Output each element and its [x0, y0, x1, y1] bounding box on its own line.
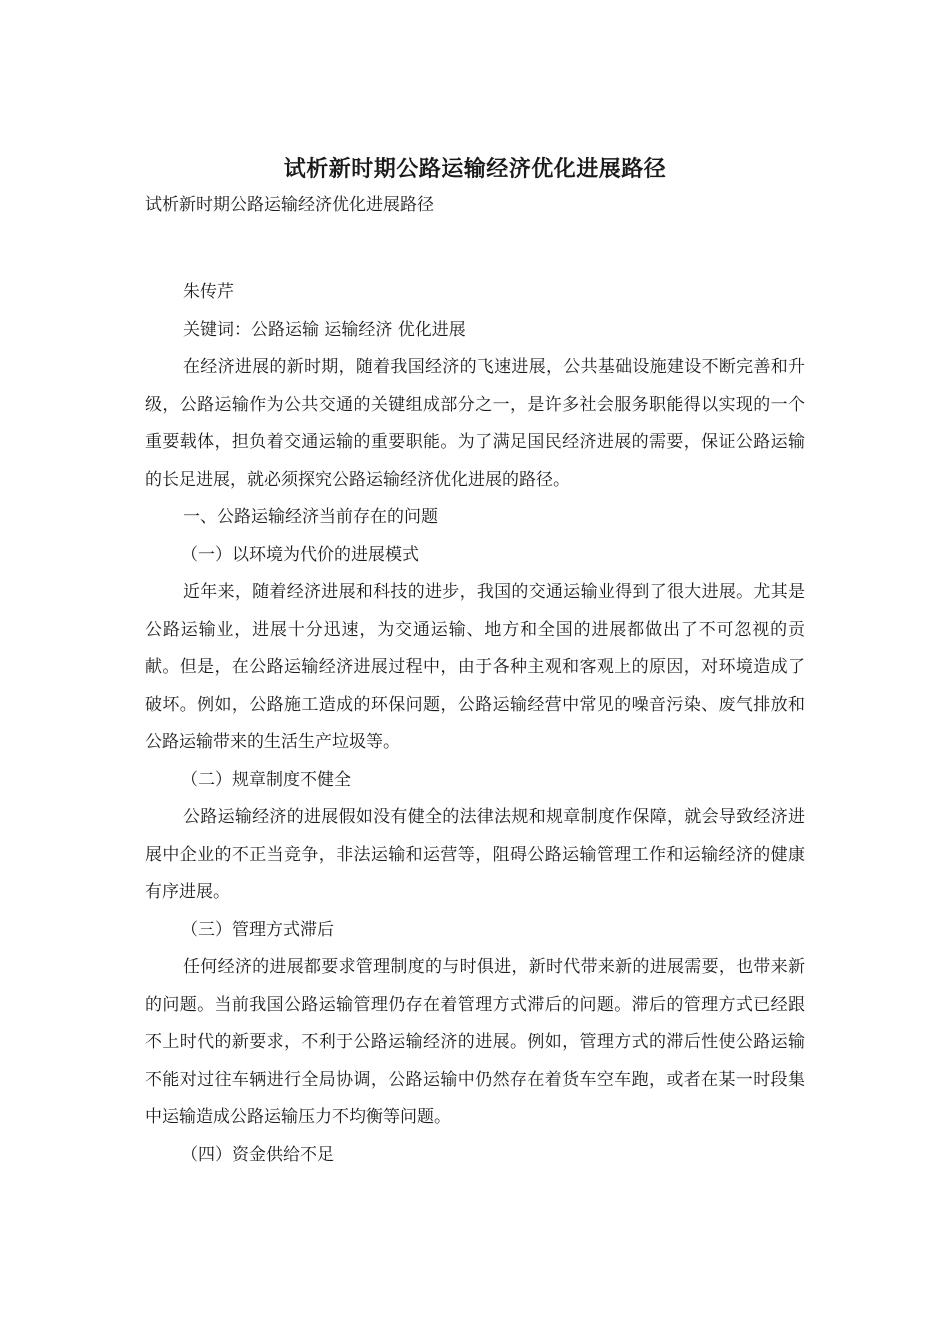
document-subtitle: 试析新时期公路运输经济优化进展路径 [145, 195, 434, 215]
subsection-paragraph-1: 近年来，随着经济进展和科技的进步，我国的交通运输业得到了很大进展。尤其是公路运输业，进展十分迅速，为交通运输、地方和全国的进展都做出了不可忽视的贡献。但是，在公路运输经济进展过程中，由于各种主观和客观上的原因，对环境造成了破坏。例如，公路施工造成的环保问题，公路运输经营中常见的噪音污染、废气排放和公路运输带来的生活生产垃圾等。 [145, 582, 805, 752]
subsection-paragraph-3: 任何经济的进展都要求管理制度的与时俱进，新时代带来新的进展需要，也带来新的问题。当前我国公路运输管理仍存在着管理方式滞后的问题。滞后的管理方式已经跟不上时代的新要求，不利于公路运输经济的进展。例如，管理方式的滞后性使公路运输不能对过往车辆进行全局协调，公路运输中仍然存在着货车空车跑，或者在某一时段集中运输造成公路运输压力不均衡等问题。 [145, 957, 805, 1127]
document-page [145, 150, 805, 1174]
subsection-paragraph-2: 公路运输经济的进展假如没有健全的法律法规和规章制度作保障，就会导致经济进展中企业的不正当竞争，非法运输和运营等，阻碍公路运输管理工作和运输经济的健康有序进展。 [145, 807, 805, 902]
intro-paragraph: 在经济进展的新时期，随着我国经济的飞速进展，公共基础设施建设不断完善和升级，公路运输作为公共交通的关键组成部分之一，是许多社会服务职能得以实现的一个重要载体，担负着交通运输的重要职能。为了满足国民经济进展的需要，保证公路运输的长足进展，就必须探究公路运输经济优化进展的路径。 [145, 357, 805, 490]
document-title: 试析新时期公路运输经济优化进展路径 [283, 157, 667, 182]
spacer [145, 220, 805, 274]
subsection-heading-1: （一）以环境为代价的进展模式 [181, 544, 419, 565]
author-name: 朱传芹 [183, 282, 234, 302]
subsection-heading-4: （四）资金供给不足 [181, 1144, 334, 1165]
subsection-heading-3: （三）管理方式滞后 [181, 919, 334, 940]
section-heading-1: 一、公路运输经济当前存在的问题 [183, 507, 438, 527]
keywords-line: 关键词：公路运输 运输经济 优化进展 [183, 319, 466, 340]
subsection-heading-2: （二）规章制度不健全 [181, 769, 351, 790]
